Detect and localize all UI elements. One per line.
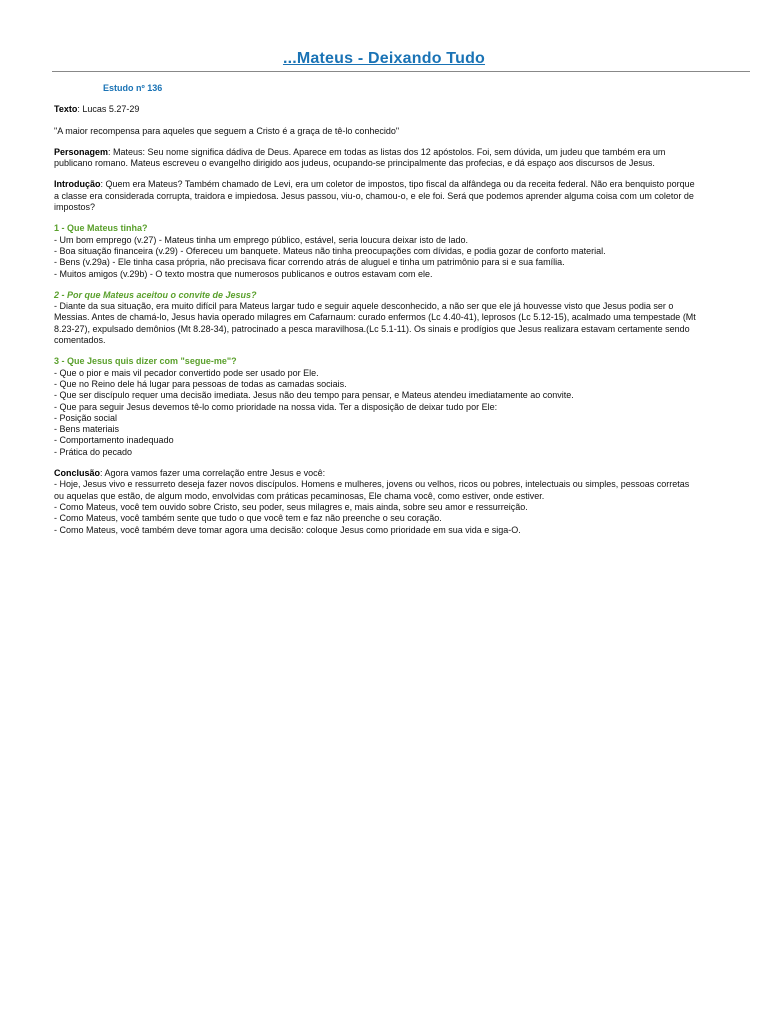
conclusao-line: - Como Mateus, você também deve tomar agora uma decisão: coloque Jesus como prioridade em sua vida e siga-O. <box>54 524 521 535</box>
texto-paragraph <box>54 104 699 115</box>
section-3-line: - Que o pior e mais vil pecador convertido pode ser usado por Ele. <box>54 367 319 378</box>
texto-value: : Lucas 5.27-29 <box>77 104 140 115</box>
section-3-line: - Prática do pecado <box>54 446 133 457</box>
section-2-heading: 2 - Por que Mateus aceitou o convite de Jesus? <box>54 289 257 300</box>
study-number: Estudo nº 136 <box>103 83 163 93</box>
conclusao-line: - Hoje, Jesus vivo e ressurreto deseja fazer novos discípulos. Homens e mulheres, jovens ou velhos, ricos ou pobres, intelectuais ou simples, pessoas corretas ou aquelas que estão, de algum modo, envolvidas com práticas pecaminosas, Ele chama você, como estiver, onde estiver. <box>54 479 690 501</box>
document-body <box>54 83 699 546</box>
section-3-line: - Bens materiais <box>54 424 120 435</box>
section-2-text: - Diante da sua situação, era muito difícil para Mateus largar tudo e seguir aquele desconhecido, a não ser que ele já houvesse visto que Jesus podia ser o Messias. Antes de chamá-lo, Jesus havia operado milagres em Cafarnaum: curado enfermos (Lc 4.40-41), leprosos (Lc 5.12-15), acalmado uma tempestade (Mt 8.23-27), expulsado demônios (Mt 8.28-34), patrocinado a pesca maravilhosa.(Lc 5.1-11). Os sinais e prodígios que Jesus realizara estavam certamente sendo comentados. <box>54 301 696 346</box>
conclusao-section <box>54 468 699 536</box>
section-3 <box>54 356 699 458</box>
introducao-value: : Quem era Mateus? Também chamado de Levi, era um coletor de impostos, tipo fiscal da alfândega ou da receita federal. Não era benquisto porque a classe era considerada corrupta, traidora e impiedosa. Jesus passou, viu-o, chamou-o, e ele foi. Será que podemos aprender alguma coisa com um coletor de impostos? <box>54 179 695 213</box>
section-1-line: - Muitos amigos (v.29b) - O texto mostra que numerosos publicanos e outros estavam com ele. <box>54 268 433 279</box>
section-2 <box>54 290 699 346</box>
section-3-line: - Que para seguir Jesus devemos tê-lo como prioridade na nossa vida. Ter a disposição de deixar tudo por Ele: <box>54 401 498 412</box>
page-title: ...Mateus - Deixando Tudo <box>282 50 486 67</box>
section-1-heading: 1 - Que Mateus tinha? <box>54 223 148 234</box>
conclusao-label: Conclusão <box>54 468 101 479</box>
personagem-value: : Mateus: Seu nome significa dádiva de Deus. Aparece em todas as listas dos 12 apóstolos. Foi, sem dúvida, um judeu que também era um publicano romano. Mateus escreveu o evangelho dirigido aos judeus, ocupando-se principalmente das profecias, e dá espaço aos discursos de Jesus. <box>54 146 666 169</box>
section-1 <box>54 223 699 279</box>
personagem-label: Personagem <box>54 146 109 157</box>
introducao-label: Introdução <box>54 179 101 190</box>
section-1-line: - Bens (v.29a) - Ele tinha casa própria, não precisava ficar correndo atrás de aluguel e tinha um patrimônio para si e sua família. <box>54 257 565 268</box>
quote-paragraph: "A maior recompensa para aqueles que seguem a Cristo é a graça de tê-lo conhecido" <box>54 125 400 136</box>
conclusao-value: : Agora vamos fazer uma correlação entre Jesus e você: <box>100 468 326 479</box>
section-3-line: - Posição social <box>54 412 118 423</box>
personagem-paragraph <box>54 147 699 170</box>
conclusao-intro <box>54 468 699 479</box>
title-divider <box>52 71 750 72</box>
conclusao-line: - Como Mateus, você também sente que tudo o que você tem e faz não preenche o seu coração. <box>54 513 442 524</box>
section-3-line: - Que no Reino dele há lugar para pessoas de todas as camadas sociais. <box>54 378 347 389</box>
introducao-paragraph <box>54 179 699 213</box>
conclusao-line: - Como Mateus, você tem ouvido sobre Cristo, seu poder, seus milagres e, mais ainda, sobre seu amor e ressurreição. <box>54 501 528 512</box>
section-3-line: - Que ser discípulo requer uma decisão imediata. Jesus não deu tempo para pensar, e Mateus atendeu imediatamente ao convite. <box>54 390 574 401</box>
section-1-line: - Um bom emprego (v.27) - Mateus tinha um emprego público, estável, seria loucura deixar isto de lado. <box>54 234 469 245</box>
texto-label: Texto <box>54 104 78 115</box>
section-3-line: - Comportamento inadequado <box>54 435 174 446</box>
section-1-line: - Boa situação financeira (v.29) - Ofereceu um banquete. Mateus não tinha preocupações com dívidas, e podia gozar de conforto material. <box>54 245 606 256</box>
section-3-heading: 3 - Que Jesus quis dizer com "segue-me"? <box>54 356 237 367</box>
